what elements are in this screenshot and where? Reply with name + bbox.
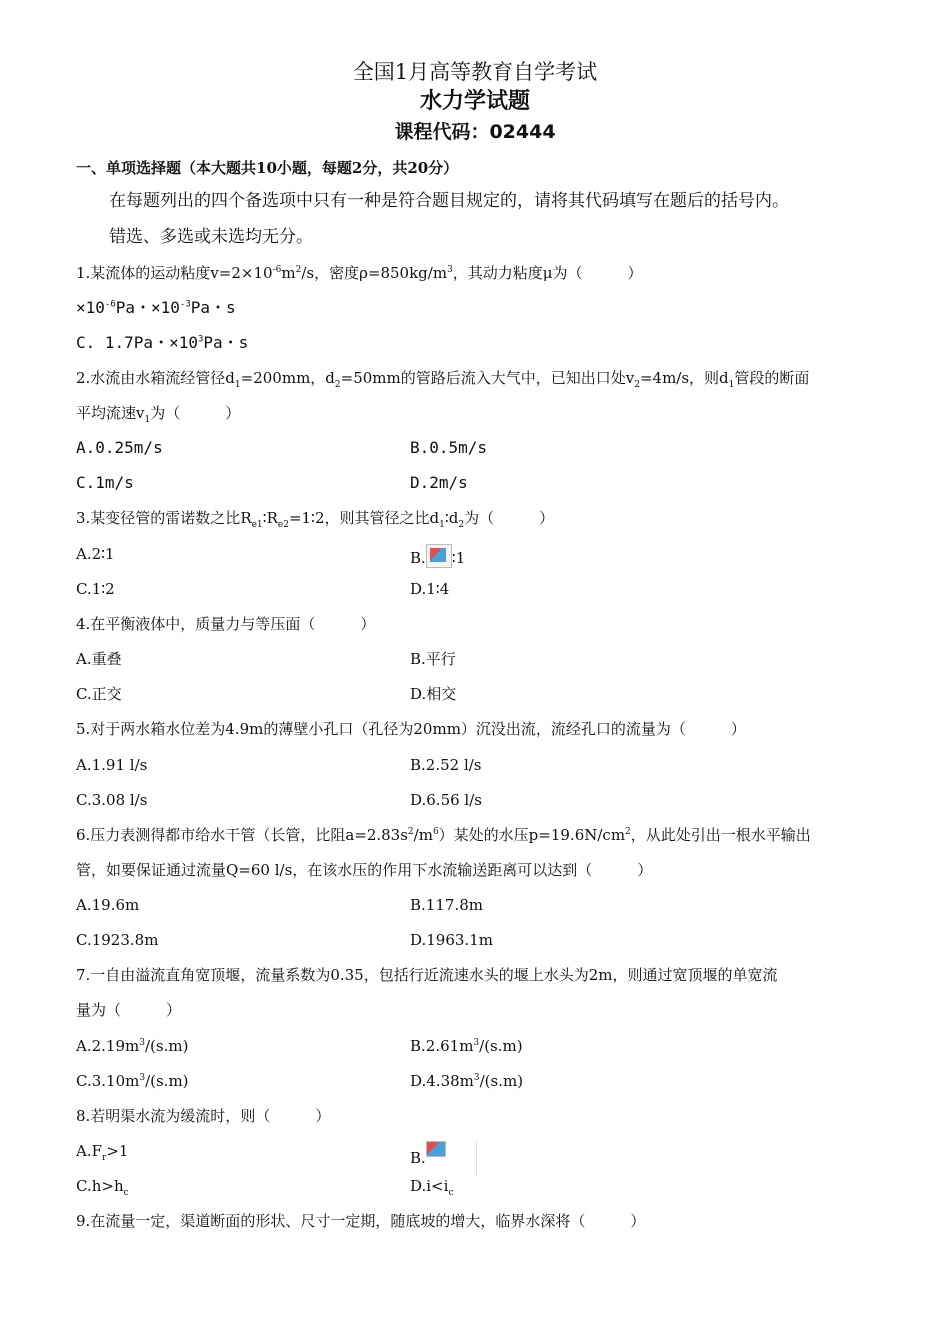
section-title: 一、单项选择题（本大题共10小题，每题2分，共20分） — [76, 159, 459, 177]
question-2-stem-2: 平均流速$v_1$为（ ） — [76, 404, 241, 425]
question-9-stem: 9.在流量一定，渠道断面的形状、尺寸一定期，随底坡的增大，临界水深将（ ） — [76, 1212, 646, 1230]
question-5-option-a: A.1.91 l/s — [76, 756, 148, 774]
question-6-option-b: B.117.8m — [410, 896, 483, 914]
section-instructions-2: 错选、多选或未选均无分。 — [109, 227, 313, 247]
question-6-stem-2: 管，如要保证通过流量Q=60 l/s，在该水压的作用下水流输送距离可以达到（ ） — [76, 861, 653, 879]
question-1-options-line1: $\times 10^{-6}Pa$・$\times 10^{-3}Pa$・s — [76, 298, 236, 317]
question-3-option-a: A.2∶1 — [76, 545, 115, 563]
question-8-option-d: $D.i<i_c$ — [410, 1177, 454, 1198]
question-4-option-b: B.平行 — [410, 650, 456, 668]
question-6-option-d: D.1963.1m — [410, 931, 493, 949]
question-7-stem-2: 量为（ ） — [76, 1001, 182, 1019]
question-1-stem: 1.某流体的运动粘度$v=2\times 10^{-6}m^2/s$，密度$\rho=850kg/m^3$，其动力粘度μ为（ ） — [76, 264, 643, 282]
question-5-stem: 5.对于两水箱水位差为4.9m的薄壁小孔口（孔径为20mm）沉没出流，流经孔口的流量为（ ） — [76, 720, 746, 738]
question-8-stem: 8.若明渠水流为缓流时，则（ ） — [76, 1107, 331, 1125]
exam-title-line1: 全国1月高等教育自学考试 — [352, 60, 598, 84]
question-3-stem: 3.某变径管的雷诺数之比$R_{e1}∶R_{e2}=1∶2$，则其管径之比$d_1∶d_2$为（ ） — [76, 509, 555, 530]
question-8-option-b: B. — [410, 1141, 477, 1175]
question-4-option-c: C.正交 — [76, 685, 122, 703]
question-1-options-line2: C. 1.7Pa・$\times 10^3Pa$・s — [76, 333, 249, 352]
question-7-stem: 7.一自由溢流直角宽顶堰，流量系数为0.35，包括行近流速水头的堰上水头为2m，则通过宽顶堰的单宽流 — [76, 966, 778, 984]
question-6-option-a: A.19.6m — [76, 896, 140, 914]
question-5-option-c: C.3.08 l/s — [76, 791, 148, 809]
question-3-option-c: C.1∶2 — [76, 580, 115, 598]
exam-course-code: 课程代码：02444 — [394, 121, 556, 143]
question-5-option-b: B.2.52 l/s — [410, 756, 482, 774]
question-2-option-c: C.1m/s — [76, 473, 134, 492]
question-7-option-b: $B.2.61m^3/(s.m)$ — [410, 1037, 523, 1055]
section-instructions: 在每题列出的四个备选项中只有一种是符合题目规定的，请将其代码填写在题后的括号内。 — [109, 191, 789, 211]
question-6-option-c: C.1923.8m — [76, 931, 159, 949]
question-2-option-a: A.0.25m/s — [76, 438, 163, 457]
question-7-option-a: $A.2.19m^3/(s.m)$ — [76, 1037, 189, 1055]
question-4-stem: 4.在平衡液体中，质量力与等压面（ ） — [76, 615, 376, 633]
question-3-option-b: B. ∶1 — [410, 544, 465, 568]
question-2-option-b: B.0.5m/s — [410, 438, 488, 457]
question-7-option-d: $D.4.38m^3/(s.m)$ — [410, 1072, 524, 1090]
question-8-option-a: $A.F_r>1$ — [76, 1142, 129, 1163]
question-8-option-c: $C.h>h_c$ — [76, 1177, 129, 1198]
question-3-option-d: D.1∶4 — [410, 580, 450, 598]
question-2-stem: 2.水流由水箱流经管径$d_1=200mm$，$d_2=50mm$的管路后流入大气中，已知出口处$v_2=4m/s$，则$d_1$管段的断面 — [76, 369, 810, 390]
question-5-option-d: D.6.56 l/s — [410, 791, 482, 809]
question-4-option-d: D.相交 — [410, 685, 457, 703]
question-7-option-c: $C.3.10m^3/(s.m)$ — [76, 1072, 189, 1090]
question-6-stem: 6.压力表测得都市给水干管（长管，比阻$a=2.83s^2/m^6$）某处的水压$p=19.6N/cm^2$，从此处引出一根水平输出 — [76, 826, 811, 844]
question-2-option-d: D.2m/s — [410, 473, 468, 492]
broken-image-icon — [426, 544, 452, 568]
exam-title-subject: 水力学试题 — [419, 89, 530, 114]
broken-image-icon — [426, 1141, 477, 1175]
question-4-option-a: A.重叠 — [76, 650, 122, 668]
